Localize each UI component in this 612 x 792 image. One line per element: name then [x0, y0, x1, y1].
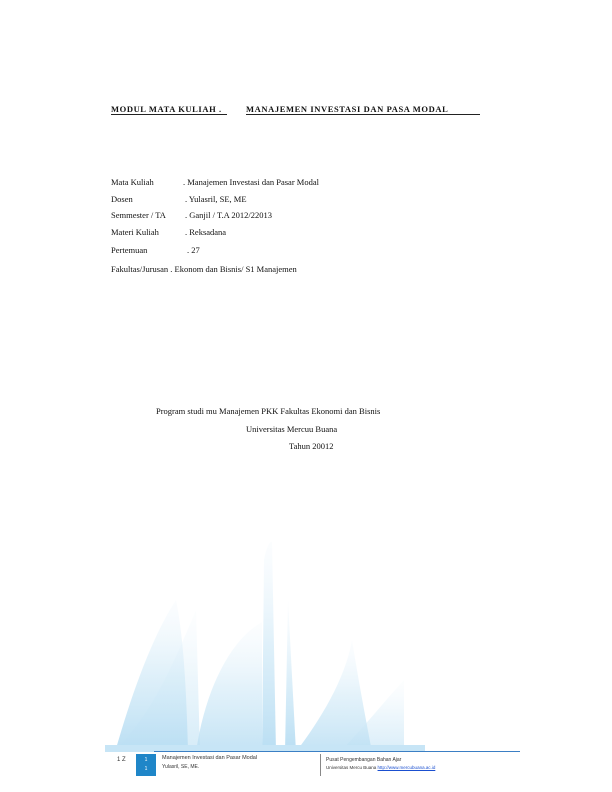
footer-accent-block [136, 754, 156, 776]
page-number: 1 Z [117, 757, 126, 763]
info-label-dosen: Dosen [111, 194, 133, 204]
info-label-semester: Semmester / TA [111, 210, 166, 220]
university-name: Universitas Mercuu Buana [246, 424, 338, 434]
faculty-line: Fakultas/Jurusan . Ekonom dan Bisnis/ S1 Manajemen [111, 264, 297, 274]
info-label-mata-kuliah: Mata Kuliah [111, 177, 154, 187]
header-underline-left [111, 114, 227, 115]
footer-rule [154, 751, 520, 752]
info-value-materi: . Reksadana [185, 227, 227, 237]
year-line: Tahun 20012 [289, 441, 334, 451]
footer-divider [320, 754, 321, 776]
footer-author: Yulasril, SE, ME. [162, 764, 200, 770]
info-value-pertemuan: . 27 [187, 245, 200, 255]
header-underline-right [246, 114, 480, 115]
info-label-materi: Materi Kuliah [111, 227, 159, 237]
footer-block-bottom: 1 [144, 766, 148, 772]
footer-center-title: Pusat Pengembangan Bahan Ajar [326, 757, 402, 763]
info-value-dosen: . Yulasril, SE, ME [185, 194, 247, 204]
info-value-mata-kuliah: . Manajemen Investasi dan Pasar Modal [183, 177, 319, 187]
footer-block-top: 1 [144, 757, 148, 763]
module-header-title: MANAJEMEN INVESTASI DAN PASA MODAL [246, 104, 449, 114]
footer-course: Manajemen Investasi dan Pasar Modal [162, 755, 258, 761]
info-value-semester: . Ganjil / T.A 2012/22013 [185, 210, 273, 220]
program-line: Program studi mu Manajemen PKK Fakultas Ekonomi dan Bisnis [156, 406, 381, 416]
info-label-pertemuan: Pertemuan [111, 245, 148, 255]
footer-website-link[interactable]: http://www.mercubuana.ac.id [377, 765, 436, 770]
footer-university: Universitas Mercu Buana [326, 765, 377, 770]
footer-center-line [326, 765, 435, 770]
module-header-label: MODUL MATA KULIAH . [111, 104, 222, 114]
